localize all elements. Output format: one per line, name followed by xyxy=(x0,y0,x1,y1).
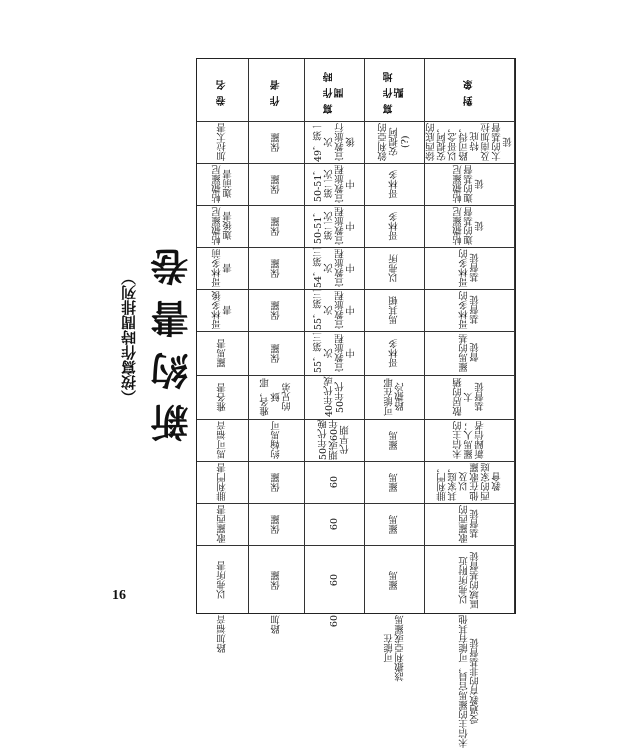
books-table xyxy=(196,58,516,748)
row-divider xyxy=(197,461,515,462)
cell-text: 保羅 xyxy=(271,258,282,278)
cell-text: 羅馬書 xyxy=(217,338,228,368)
table-cell-audience xyxy=(425,419,514,461)
cell-text: 可能在耶路撒冷 xyxy=(383,378,406,416)
cell-text: 雅各，耶穌 的兄弟 xyxy=(260,378,293,416)
table-cell-place xyxy=(365,615,424,682)
row-divider xyxy=(197,163,515,164)
cell-text: 路加 xyxy=(271,615,282,634)
cell-text: 以弗所附近 區域的基督徒 xyxy=(458,551,481,609)
table-cell-author xyxy=(249,461,304,503)
table-cell-audience xyxy=(425,331,514,375)
table-cell-author xyxy=(249,163,304,205)
title-block xyxy=(104,218,195,458)
cell-text: 可能在 該撒利亞或羅馬 xyxy=(383,615,406,682)
table-cell-author xyxy=(249,375,304,419)
header-label: 對象 xyxy=(464,74,475,106)
cell-text: 馬可福音 xyxy=(217,421,228,459)
table-cell-place xyxy=(365,247,424,289)
table-cell-time xyxy=(305,331,364,375)
header-place xyxy=(365,59,424,121)
cell-text: 55，第三次 宣教旅程中 xyxy=(312,289,357,331)
cell-text: 歌羅西書 xyxy=(217,505,228,543)
cell-text: 哥林多的基督徒 xyxy=(458,291,481,329)
header-author xyxy=(249,59,304,121)
cell-text: 馬其頓 xyxy=(389,295,400,325)
table-cell-time xyxy=(305,503,364,545)
table-cell-time xyxy=(305,461,364,503)
table-cell-audience xyxy=(425,461,514,503)
row-divider xyxy=(197,205,515,206)
table-cell-book xyxy=(197,615,248,653)
cell-text: 保羅 xyxy=(271,343,282,363)
table-cell-place xyxy=(365,289,424,331)
cell-text: 保羅 xyxy=(271,570,282,590)
table-cell-audience xyxy=(425,503,514,545)
cell-text: 50年代晚期或60年代早期 xyxy=(318,419,351,461)
cell-text: 哥林多的基督徒 xyxy=(458,249,481,287)
table-cell-time xyxy=(305,615,364,627)
header-label: 卷名 xyxy=(217,74,228,106)
cell-text: 帖撒羅尼迦後書 xyxy=(211,207,234,245)
cell-text: 55，第三次 宣教旅程中 xyxy=(312,332,357,374)
table-cell-place xyxy=(365,461,424,503)
table-cell-author xyxy=(249,503,304,545)
cell-text: 路加福音 xyxy=(217,615,228,653)
row-divider xyxy=(197,331,515,332)
table-cell-place xyxy=(365,163,424,205)
table-cell-book xyxy=(197,247,248,289)
cell-text: 羅馬 xyxy=(389,514,400,534)
cell-text: 以弗所書 xyxy=(217,561,228,599)
table-cell-book xyxy=(197,163,248,205)
cell-text: 保羅 xyxy=(271,174,282,194)
table-cell-place xyxy=(365,503,424,545)
table-cell-time xyxy=(305,163,364,205)
table-cell-audience xyxy=(425,289,514,331)
column-place xyxy=(365,59,425,682)
row-divider xyxy=(197,121,515,122)
table-cell-book xyxy=(197,419,248,461)
table-cell-book xyxy=(197,121,248,163)
table-cell-time xyxy=(305,247,364,289)
cell-text: 保羅 xyxy=(271,514,282,534)
table-cell-time xyxy=(305,205,364,247)
row-divider xyxy=(197,503,515,504)
table-cell-place xyxy=(365,205,424,247)
table-cell-time xyxy=(305,289,364,331)
cell-text: 帖撒羅尼迦的基督徒 xyxy=(453,165,486,203)
column-time xyxy=(305,59,365,628)
table-cell-time xyxy=(305,419,364,461)
cell-text: 約翰馬可 xyxy=(271,421,282,459)
cell-text: 保羅 xyxy=(271,216,282,236)
table-cell-place xyxy=(365,331,424,375)
table-cell-time xyxy=(305,545,364,615)
cell-text: 歌羅西的基督徒 xyxy=(458,505,481,543)
cell-text: 帖撒羅尼迦的基督徒 xyxy=(453,207,486,245)
cell-text: 54，第三次 宣教旅程中 xyxy=(312,247,357,289)
row-divider xyxy=(197,289,515,290)
cell-text: 羅馬 xyxy=(389,472,400,492)
cell-text: 50-51，第二次 宣教旅程中 xyxy=(312,165,357,203)
table-cell-time xyxy=(305,121,364,163)
row-divider xyxy=(197,375,515,376)
header-book xyxy=(197,59,248,121)
table-cell-book xyxy=(197,331,248,375)
table-cell-author xyxy=(249,331,304,375)
table-cell-audience xyxy=(425,205,514,247)
cell-text: 羅馬 xyxy=(389,570,400,590)
cell-text: 羅馬 xyxy=(389,430,400,450)
cell-text: 未信主的羅馬官員，可能有其他 受過教育的非基督徒 xyxy=(458,615,481,748)
cell-text: 以弗所 xyxy=(389,253,400,283)
table-cell-author xyxy=(249,247,304,289)
cell-text: 雅各書 xyxy=(217,382,228,412)
cell-text: 哥林多後書 xyxy=(211,291,234,329)
cell-text: 徐西底的安提阿，以哥念，路司得，特庇 及南加拉太的基督徒 xyxy=(425,123,514,161)
table-cell-place xyxy=(365,545,424,615)
row-divider xyxy=(197,247,515,248)
cell-text: 60 xyxy=(329,573,340,587)
table-cell-book xyxy=(197,503,248,545)
table-cell-audience xyxy=(425,375,514,419)
table-cell-audience xyxy=(425,545,514,615)
header-label: 寫作地點 xyxy=(383,66,406,114)
cell-text: 腓利門，其家庭，以及 他在歌羅西的家庭教會 xyxy=(436,463,503,501)
header-time xyxy=(305,59,364,121)
page-subtitle: （按寫作時間排列） xyxy=(120,270,138,406)
table-cell-book xyxy=(197,205,248,247)
table-cell-audience xyxy=(425,163,514,205)
cell-text: 60 xyxy=(329,517,340,531)
cell-text: 49，第一次 宣教旅行後 xyxy=(312,121,357,163)
column-author xyxy=(249,59,305,634)
cell-text: 帖撒羅尼迦前書 xyxy=(211,165,234,203)
cell-text: 羅馬的基督徒 xyxy=(458,334,481,372)
table-cell-author xyxy=(249,615,304,634)
table-cell-audience xyxy=(425,121,514,163)
cell-text: 60 xyxy=(329,475,340,489)
table-cell-author xyxy=(249,289,304,331)
table-cell-author xyxy=(249,419,304,461)
cell-text: 哥林多 xyxy=(389,211,400,241)
cell-text: 腓利門書 xyxy=(217,463,228,501)
page-title: 新約書卷 xyxy=(150,234,195,442)
cell-text: 60 xyxy=(329,615,340,628)
cell-text: 哥林多 xyxy=(389,338,400,368)
table-cell-place xyxy=(365,121,424,163)
table-cell-book xyxy=(197,375,248,419)
cell-text: 未信主的羅馬人； 新歸信者 xyxy=(453,421,486,459)
table-cell-book xyxy=(197,289,248,331)
cell-text: 保羅 xyxy=(271,300,282,320)
table-cell-audience xyxy=(425,247,514,289)
header-label: 寫作時間 xyxy=(323,66,346,114)
table-cell-author xyxy=(249,545,304,615)
cell-text: 保羅 xyxy=(271,132,282,152)
table-cell-book xyxy=(197,545,248,615)
cell-text: 哥林多前書 xyxy=(211,249,234,287)
table-cell-audience xyxy=(425,615,514,748)
table-cell-place xyxy=(365,375,424,419)
table-cell-place xyxy=(365,419,424,461)
header-label: 作者 xyxy=(271,74,282,106)
column-audience xyxy=(425,59,515,748)
table-cell-author xyxy=(249,205,304,247)
page-number: 16 xyxy=(112,588,126,603)
table-cell-time xyxy=(305,375,364,419)
cell-text: 50-51，第二次 宣教旅程中 xyxy=(312,207,357,245)
column-book xyxy=(197,59,249,653)
cell-text: 哥林多 xyxy=(389,169,400,199)
cell-text: 敘利亞的安提阿 (?) xyxy=(378,123,411,161)
table-cell-author xyxy=(249,121,304,163)
row-divider xyxy=(197,545,515,546)
header-audience xyxy=(425,59,514,121)
cell-text: 加拉太書 xyxy=(217,123,228,161)
cell-text: 散居的猶太 基督徒 xyxy=(453,378,486,416)
table-cell-book xyxy=(197,461,248,503)
row-divider xyxy=(197,419,515,420)
cell-text: 保羅 xyxy=(271,472,282,492)
cell-text: 40年代或50年代 xyxy=(323,376,346,418)
